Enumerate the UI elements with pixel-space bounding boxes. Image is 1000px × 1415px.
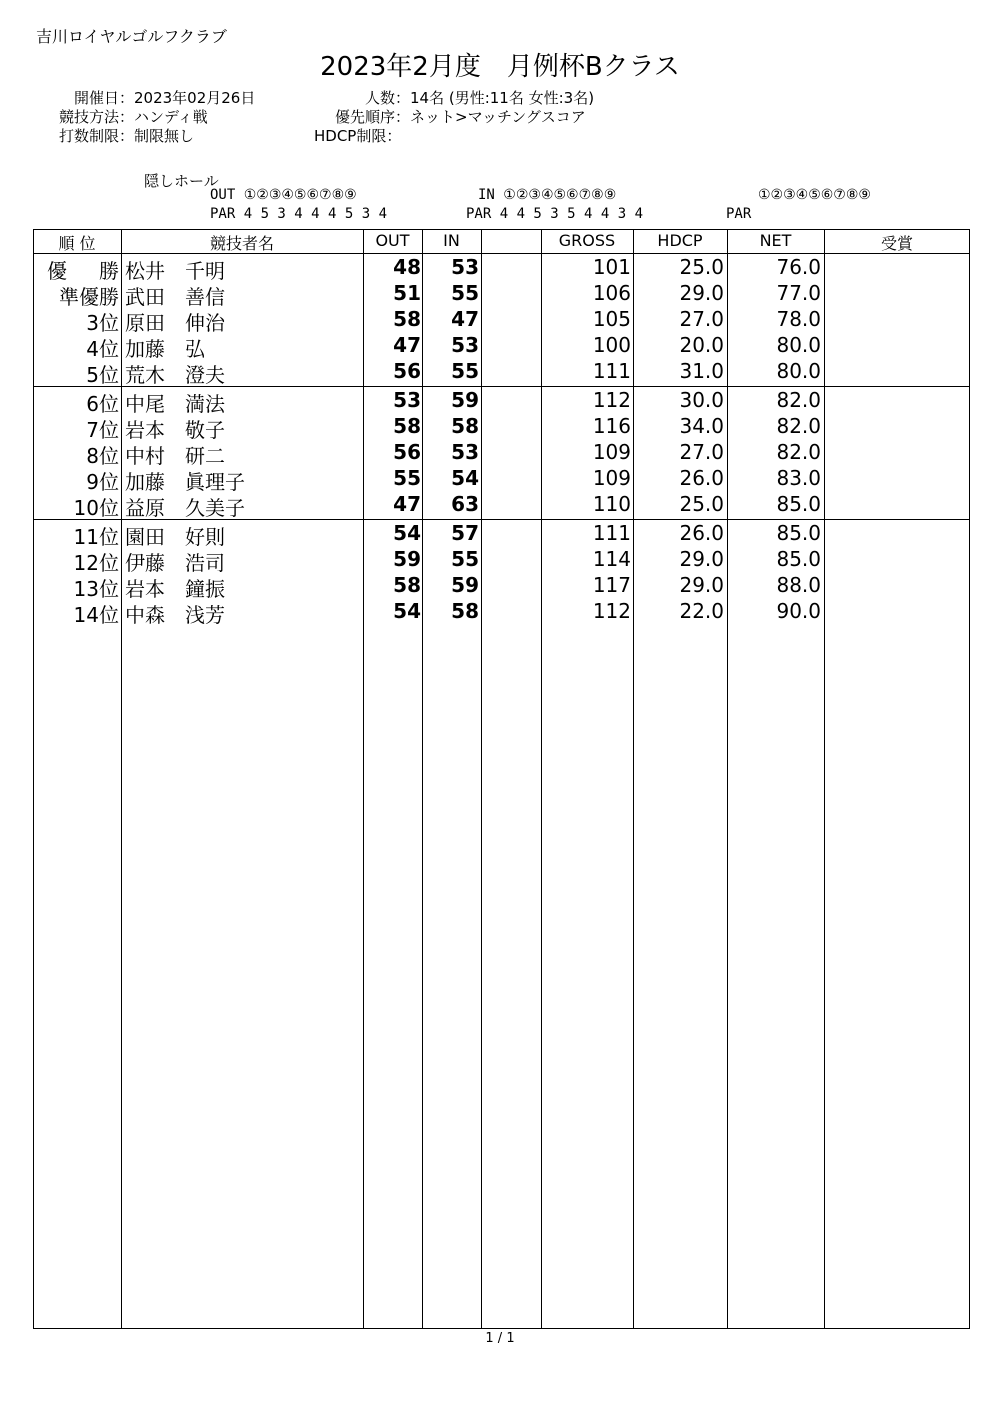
page-title: 2023年2月度 月例杯Bクラス (320, 52, 680, 82)
rank-cell: 13位 (73, 577, 119, 601)
gross-cell: 110 (592, 492, 631, 516)
rank-cell: 優 勝 (47, 259, 119, 283)
net-cell: 82.0 (776, 440, 821, 464)
gross-cell: 116 (592, 414, 631, 438)
in-cell: 59 (451, 573, 479, 597)
in-cell: 57 (451, 521, 479, 545)
rank-cell: 14位 (73, 603, 119, 627)
out-cell: 51 (393, 281, 421, 305)
hdcp-limit-label: HDCP制限： (314, 127, 402, 145)
hdcp-cell: 22.0 (679, 599, 724, 623)
rank-cell: 6位 (86, 392, 119, 416)
out-cell: 58 (393, 573, 421, 597)
info-limit (50, 125, 194, 146)
hdcp-cell: 29.0 (679, 281, 724, 305)
name-cell: 岩本 敬子 (125, 418, 225, 442)
out-cell: 56 (393, 440, 421, 464)
name-cell: 加藤 眞理子 (125, 470, 245, 494)
count-label: 人数： (364, 89, 410, 107)
out-cell: 47 (393, 333, 421, 357)
rank-cell: 準優勝 (59, 285, 119, 309)
info-date (50, 87, 255, 108)
hdcp-cell: 34.0 (679, 414, 724, 438)
rank-cell: 12位 (73, 551, 119, 575)
gross-cell: 114 (592, 547, 631, 571)
hdcp-cell: 30.0 (679, 388, 724, 412)
hdcp-cell: 25.0 (679, 492, 724, 516)
header-award: 受賞 (880, 234, 913, 253)
date-value: 2023年02月26日 (134, 89, 256, 107)
net-cell: 82.0 (776, 414, 821, 438)
out-cell: 47 (393, 492, 421, 516)
in-cell: 55 (451, 359, 479, 383)
gross-cell: 101 (592, 255, 631, 279)
hidden-extra-par: PAR (726, 206, 752, 222)
hdcp-cell: 25.0 (679, 255, 724, 279)
out-cell: 56 (393, 359, 421, 383)
hdcp-cell: 27.0 (679, 440, 724, 464)
rank-cell: 8位 (86, 444, 119, 468)
limit-label: 打数制限： (58, 127, 134, 145)
hdcp-cell: 31.0 (679, 359, 724, 383)
table-row (33, 547, 970, 573)
method-value: ハンディ戦 (134, 108, 208, 126)
priority-label: 優先順序： (334, 108, 410, 126)
header-rank: 順 位 (58, 234, 96, 253)
count-value: 14名 (男性:11名 女性:3名) (410, 89, 595, 107)
header-gross: GROSS (558, 231, 616, 250)
rank-cell: 3位 (86, 311, 119, 335)
hidden-in-par: PAR 4 4 5 3 5 4 4 3 4 (466, 206, 644, 222)
in-cell: 55 (451, 281, 479, 305)
gross-cell: 117 (592, 573, 631, 597)
in-cell: 53 (451, 333, 479, 357)
rank-cell: 7位 (86, 418, 119, 442)
net-cell: 85.0 (776, 492, 821, 516)
gross-cell: 112 (592, 388, 631, 412)
table-row (33, 281, 970, 307)
hidden-out-par: PAR 4 5 3 4 4 4 5 3 4 (210, 206, 388, 222)
in-cell: 58 (451, 414, 479, 438)
rank-cell: 5位 (86, 363, 119, 387)
hdcp-cell: 20.0 (679, 333, 724, 357)
gross-cell: 111 (592, 521, 631, 545)
gross-cell: 111 (592, 359, 631, 383)
table-row (33, 599, 970, 625)
name-cell: 加藤 弘 (125, 337, 205, 361)
table-row (33, 307, 970, 333)
gross-cell: 112 (592, 599, 631, 623)
net-cell: 82.0 (776, 388, 821, 412)
out-cell: 54 (393, 521, 421, 545)
name-cell: 中尾 満法 (125, 392, 225, 416)
out-cell: 48 (393, 255, 421, 279)
out-cell: 58 (393, 307, 421, 331)
name-cell: 中森 浅芳 (125, 603, 225, 627)
rank-cell: 9位 (86, 470, 119, 494)
gross-cell: 109 (592, 440, 631, 464)
net-cell: 85.0 (776, 521, 821, 545)
table-row (33, 414, 970, 440)
header-out: OUT (375, 231, 410, 250)
limit-value: 制限無し (134, 127, 195, 145)
club-name: 吉川ロイヤルゴルフクラブ (36, 27, 227, 46)
name-cell: 武田 善信 (125, 285, 225, 309)
out-cell: 55 (393, 466, 421, 490)
hdcp-cell: 26.0 (679, 521, 724, 545)
net-cell: 90.0 (776, 599, 821, 623)
in-cell: 55 (451, 547, 479, 571)
header-net: NET (759, 231, 792, 250)
hdcp-cell: 27.0 (679, 307, 724, 331)
out-cell: 53 (393, 388, 421, 412)
method-label: 競技方法： (58, 108, 134, 126)
in-cell: 63 (451, 492, 479, 516)
net-cell: 80.0 (776, 333, 821, 357)
name-cell: 岩本 鐘振 (125, 577, 225, 601)
out-cell: 58 (393, 414, 421, 438)
table-row (33, 333, 970, 359)
table-row (33, 359, 970, 385)
hidden-extra-holes: ①②③④⑤⑥⑦⑧⑨ (758, 187, 871, 203)
out-cell: 59 (393, 547, 421, 571)
hdcp-cell: 29.0 (679, 573, 724, 597)
name-cell: 中村 研二 (125, 444, 225, 468)
info-count (326, 87, 594, 108)
info-hdcp-limit (314, 125, 401, 146)
name-cell: 伊藤 浩司 (125, 551, 225, 575)
table-row (33, 466, 970, 492)
info-priority (326, 106, 586, 127)
hdcp-cell: 26.0 (679, 466, 724, 490)
rank-cell: 11位 (73, 525, 119, 549)
in-cell: 54 (451, 466, 479, 490)
name-cell: 荒木 澄夫 (125, 363, 225, 387)
table-row (33, 521, 970, 547)
net-cell: 77.0 (776, 281, 821, 305)
hdcp-cell: 29.0 (679, 547, 724, 571)
hidden-in-holes: IN ①②③④⑤⑥⑦⑧⑨ (478, 187, 617, 203)
net-cell: 83.0 (776, 466, 821, 490)
name-cell: 園田 好則 (125, 525, 225, 549)
header-in: IN (443, 231, 460, 250)
net-cell: 76.0 (776, 255, 821, 279)
in-cell: 53 (451, 255, 479, 279)
table-row (33, 440, 970, 466)
rank-cell: 10位 (73, 496, 119, 520)
table-row (33, 388, 970, 414)
info-method (50, 106, 208, 127)
gross-cell: 100 (592, 333, 631, 357)
in-cell: 47 (451, 307, 479, 331)
net-cell: 88.0 (776, 573, 821, 597)
header-name: 競技者名 (209, 234, 274, 253)
name-cell: 原田 伸治 (125, 311, 225, 335)
in-cell: 53 (451, 440, 479, 464)
table-row (33, 573, 970, 599)
net-cell: 78.0 (776, 307, 821, 331)
gross-cell: 105 (592, 307, 631, 331)
table-row (33, 255, 970, 281)
name-cell: 松井 千明 (125, 259, 225, 283)
priority-value: ネット>マッチングスコア (410, 108, 586, 126)
hidden-out-holes: OUT ①②③④⑤⑥⑦⑧⑨ (210, 187, 357, 203)
header-hdcp: HDCP (657, 231, 703, 250)
date-label: 開催日： (73, 89, 134, 107)
net-cell: 85.0 (776, 547, 821, 571)
hidden-holes-label: 隠しホール (144, 172, 219, 190)
in-cell: 59 (451, 388, 479, 412)
gross-cell: 106 (592, 281, 631, 305)
name-cell: 益原 久美子 (125, 496, 245, 520)
rank-cell: 4位 (86, 337, 119, 361)
net-cell: 80.0 (776, 359, 821, 383)
page-number: 1 / 1 (485, 1331, 515, 1346)
gross-cell: 109 (592, 466, 631, 490)
table-row (33, 492, 970, 518)
in-cell: 58 (451, 599, 479, 623)
out-cell: 54 (393, 599, 421, 623)
